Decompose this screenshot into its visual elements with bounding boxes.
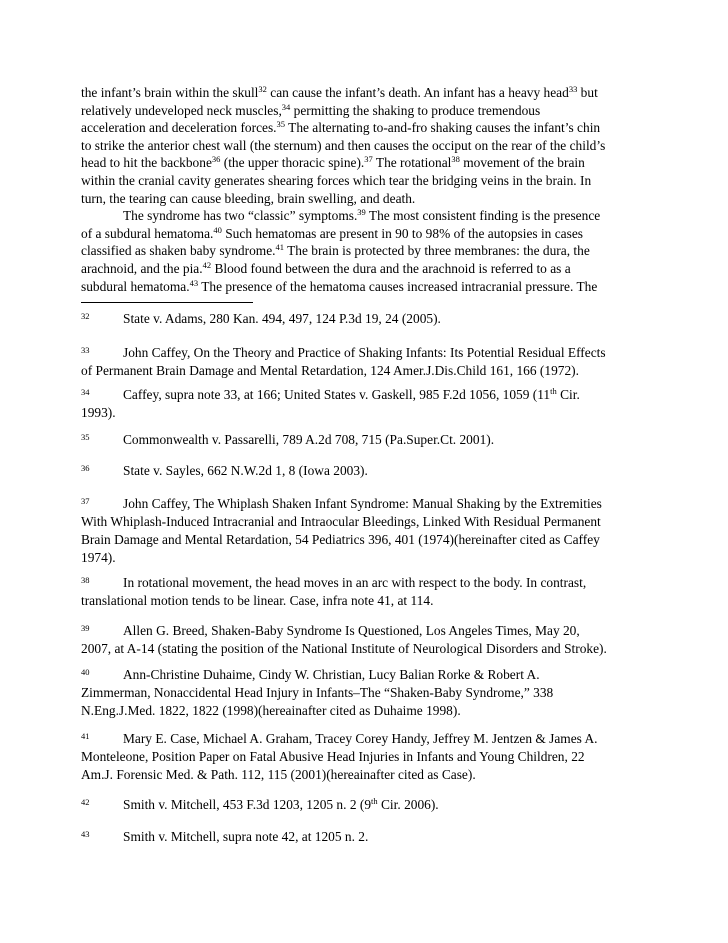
footnote-text [81,386,651,404]
text-run: The presence of the hematoma causes increased intracranial pressure. The [198,278,598,294]
footnote-40 [81,666,651,720]
footnote-ref: 32 [258,84,267,94]
text-run: The alternating to-and-fro shaking causes the infant’s chin [285,120,601,136]
footnote-36 [81,462,651,480]
text-run: The brain is protected by three membranes: the dura, the [284,243,590,259]
text-run: Smith v. Mitchell, 453 F.3d 1203, 1205 n. 2 (9 [123,797,372,812]
body-line [81,190,651,208]
footnote-text: State v. Sayles, 662 N.W.2d 1, 8 (Iowa 2003). [123,463,368,478]
footnote-text: State v. Adams, 280 Kan. 494, 497, 124 P.3d 19, 24 (2005). [123,311,441,326]
footnote-ref: 35 [276,119,286,130]
footnote-text: Allen G. Breed, Shaken-Baby Syndrome Is Questioned, Los Angeles Times, May 20, [123,623,580,638]
footnote-42 [81,796,651,814]
text-run: Cir. [556,387,580,402]
text-run: classified as shaken baby syndrome. [81,243,276,259]
body-line [81,207,651,225]
footnote-ref: 39 [357,207,366,218]
text-run: arachnoid, and the pia. [81,260,203,276]
footnote-text: Am.J. Forensic Med. & Path. 112, 115 (2001)(hereainafter cited as Case). [81,767,476,782]
footnote-text: of Permanent Brain Damage and Mental Retardation, 124 Amer.J.Dis.Child 161, 166 (1972). [81,363,579,378]
text-run: relatively undeveloped neck muscles, [81,102,282,118]
footnote-ref: 42 [202,259,212,270]
text-run: to strike the anterior chest wall (the sternum) and then causes the occiput on the rear of the child’s [81,137,606,153]
footnote-number: 33 [81,345,90,355]
body-line [81,119,651,137]
text-run: (the upper thoracic spine). [220,155,365,171]
body-line [81,278,651,296]
footnote-number: 37 [81,496,90,506]
text-run: within the cranial cavity generates shearing forces which tear the bridging veins in the brain. In [81,172,592,188]
footnote-number: 36 [81,463,90,473]
footnote-text: 1974). [81,550,116,565]
footnote-number: 40 [81,667,90,677]
footnote-ref: 37 [364,154,373,165]
text-run: Cir. 2006). [377,797,439,812]
footnote-35 [81,431,651,449]
ordinal-suffix: th [371,796,378,806]
footnote-41 [81,730,651,784]
footnote-number: 41 [81,731,90,741]
footnote-text [81,796,651,814]
text-run: movement of the brain [459,155,585,171]
footnote-text: With Whiplash-Induced Intracranial and Intraocular Bleedings, Linked With Residual Permanent [81,514,601,529]
text-run: permitting the shaking to produce tremendous [290,102,541,118]
footnote-text: Brain Damage and Mental Retardation, 54 Pediatrics 396, 401 (1974)(hereinafter cited as Caffey [81,532,600,547]
text-run: the infant’s brain within the skull [81,85,259,100]
footnote-ref: 38 [451,154,460,165]
footnote-ref: 33 [568,84,578,94]
footnote-text: Ann-Christine Duhaime, Cindy W. Christian, Lucy Balian Rorke & Robert A. [123,667,540,682]
footnote-ref: 34 [281,101,291,112]
footnote-number: 32 [81,311,90,321]
text-run: turn, the tearing can cause bleeding, brain swelling, and death. [81,190,416,206]
footnote-number: 34 [81,387,90,397]
text-run: The most consistent finding is the presence [365,208,601,224]
footnote-text: N.Eng.J.Med. 1822, 1822 (1998)(hereainafter cited as Duhaime 1998). [81,703,461,718]
body-line [81,84,651,102]
text-run: head to hit the backbone [81,155,212,171]
body-line [81,154,651,172]
footnote-text: Commonwealth v. Passarelli, 789 A.2d 708, 715 (Pa.Super.Ct. 2001). [123,432,495,447]
footnote-text: Mary E. Case, Michael A. Graham, Tracey Corey Handy, Jeffrey M. Jentzen & James A. [123,731,598,746]
text-run: The syndrome has two “classic” symptoms. [123,208,358,224]
footnote-text: John Caffey, On the Theory and Practice of Shaking Infants: Its Potential Residual Effects [123,345,606,360]
footnote-number: 38 [81,575,90,585]
body-text [81,84,651,295]
footnote-text: 1993). [81,405,116,420]
text-run: acceleration and deceleration forces. [81,120,277,136]
text-run: subdural hematoma. [81,278,190,294]
body-line [81,242,651,260]
footnote-number: 39 [81,623,90,633]
body-line [81,260,651,278]
text-run: Blood found between the dura and the arachnoid is referred to as a [211,260,571,276]
footnote-38 [81,574,651,610]
footnote-ref: 43 [189,277,199,288]
footnote-ref: 36 [211,154,221,165]
footnote-number: 43 [81,829,90,839]
footnote-separator [81,302,253,303]
footnote-43 [81,828,651,846]
text-run: Caffey, supra note 33, at 166; United States v. Gaskell, 985 F.2d 1056, 1059 (11 [123,387,551,402]
footnote-ref: 40 [213,224,222,235]
body-line [81,102,651,120]
footnote-text: 2007, at A-14 (stating the position of the National Institute of Neurological Disorders and Stroke). [81,641,607,656]
footnote-34 [81,386,651,422]
text-run: but [577,85,598,100]
footnote-33 [81,344,651,380]
text-run: The rotational [372,155,452,171]
footnote-text: In rotational movement, the head moves in an arc with respect to the body. In contrast, [123,575,587,590]
footnote-text: Smith v. Mitchell, supra note 42, at 1205 n. 2. [123,829,369,844]
footnote-ref: 41 [275,242,284,253]
footnote-text: John Caffey, The Whiplash Shaken Infant Syndrome: Manual Shaking by the Extremities [123,496,602,511]
footnote-39 [81,622,651,658]
footnote-text: translational motion tends to be linear. Case, infra note 41, at 114. [81,593,434,608]
footnote-text: Monteleone, Position Paper on Fatal Abusive Head Injuries in Infants and Young Children, 22 [81,749,585,764]
ordinal-suffix: th [550,386,557,396]
body-line [81,225,651,243]
body-line [81,137,651,155]
text-run: Such hematomas are present in 90 to 98% of the autopsies in cases [221,225,583,241]
footnote-number: 42 [81,797,90,807]
footnote-text: Zimmerman, Nonaccidental Head Injury in Infants–The “Shaken-Baby Syndrome,” 338 [81,685,554,700]
footnote-37 [81,495,651,567]
footnote-number: 35 [81,432,90,442]
text-run: can cause the infant’s death. An infant has a heavy head [266,85,569,100]
text-run: of a subdural hematoma. [81,225,214,241]
footnote-32 [81,310,651,328]
body-line [81,172,651,190]
